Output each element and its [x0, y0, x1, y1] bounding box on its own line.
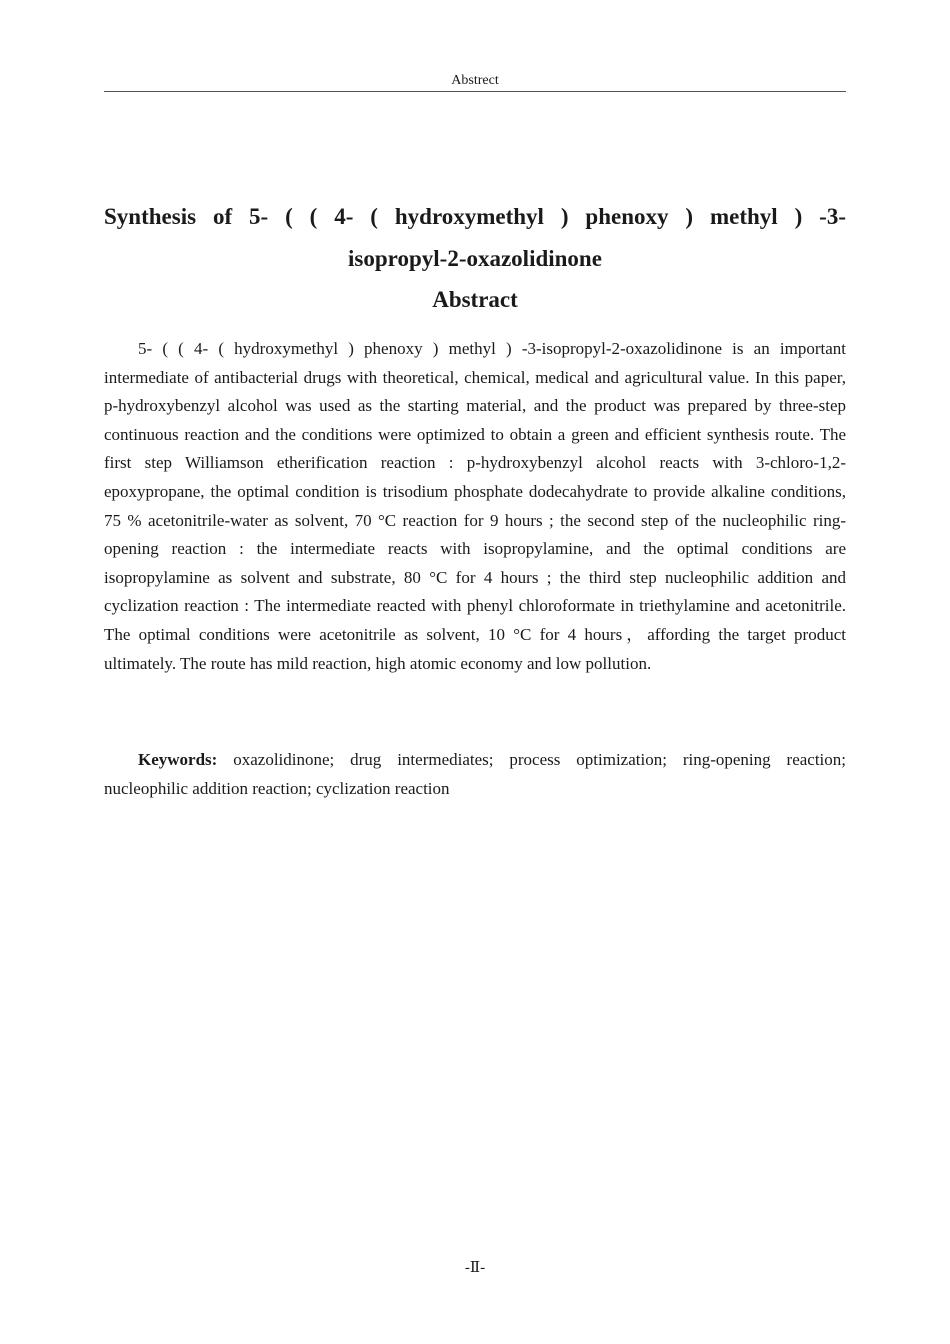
abstract-body: 5- ( ( 4- ( hydroxymethyl ) phenoxy ) methyl ) -3-isopropyl-2-oxazolidinone is an important intermediate of antibacterial drugs with theoretical, chemical, medical and agricultural value. In this paper, p-hydroxybenzyl alcohol was used as the starting material, and the product was prepared by three-step continuous reaction and the conditions were optimized to obtain a green and efficient synthesis route. The first step Williamson etherification reaction : p-hydroxybenzyl alcohol reacts with 3-chloro-1,2-epoxypropane, the optimal condition is trisodium phosphate dodecahydrate to provide alkaline conditions, 75 % acetonitrile-water as solvent, 70 °C reaction for 9 hours ; the second step of the nucleophilic ring-opening reaction : the intermediate reacts with isopropylamine, and the optimal conditions are isopropylamine as solvent and substrate, 80 °C for 4 hours ; the third step nucleophilic addition and cyclization reaction : The intermediate reacted with phenyl chloroformate in triethylamine and acetonitrile. The optimal conditions were acetonitrile as solvent, 10 °C for 4 hours，affording the target product ultimately. The route has mild reaction, high atomic economy and low pollution. [104, 339, 846, 673]
abstract-heading: Abstract [432, 287, 518, 312]
running-header-title: Abstrect [451, 73, 499, 88]
keywords-list: oxazolidinone; drug intermediates; process optimization; ring-opening reaction; nucleophilic addition reaction; cyclization reaction [104, 750, 846, 798]
running-header [104, 72, 846, 92]
paper-title: Synthesis of 5- ( ( 4- ( hydroxymethyl ) phenoxy ) methyl ) -3-isopropyl-2-oxazolidinone [104, 204, 846, 271]
keywords-label: Keywords: [138, 750, 218, 769]
keywords-paragraph [104, 746, 846, 803]
page-number: -Ⅱ- [464, 1260, 486, 1276]
